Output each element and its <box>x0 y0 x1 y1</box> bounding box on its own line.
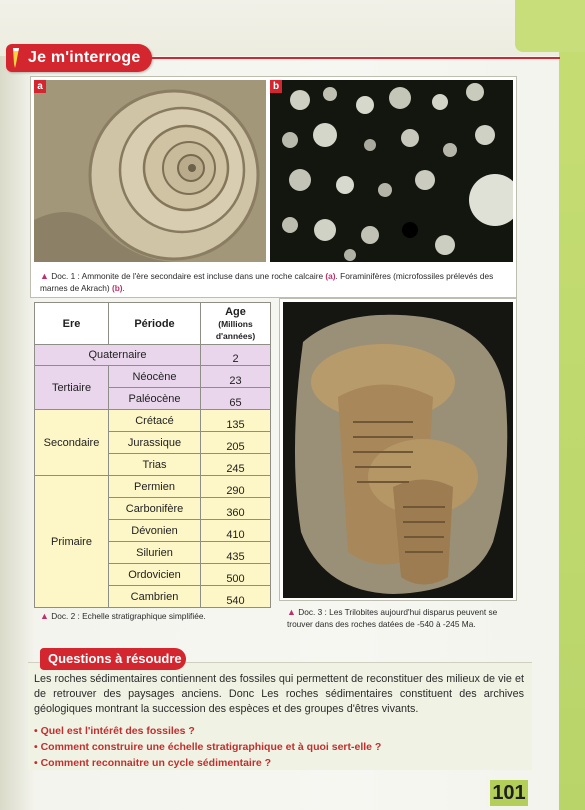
periode-cell: Carbonifère <box>109 498 201 520</box>
header-rule <box>150 57 560 59</box>
header-ere: Ere <box>35 303 109 345</box>
doc2-caption-prefix: Doc. 2 : <box>51 611 83 621</box>
photo-label-a: a <box>34 80 46 93</box>
age-cell: 435 <box>201 542 271 564</box>
header-age-unit: (Millions d'années) <box>215 318 256 341</box>
questions-intro: Les roches sédimentaires contiennent des fossiles qui permettent de reconstituer des milieux de vie et de retrouver des paysages anciens. Donc Les roches sédimentaires constituent des archives géologiques montrant la succession des espèces et des groupes d'êtres vivants. <box>34 673 524 715</box>
age-cell: 205 <box>201 432 271 454</box>
header-age <box>201 303 271 345</box>
periode-cell: Dévonien <box>109 520 201 542</box>
periode-cell: Paléocène <box>109 388 201 410</box>
periode-cell: Trias <box>109 454 201 476</box>
table-row <box>35 366 271 388</box>
periode-cell: Jurassique <box>109 432 201 454</box>
trilobite-photo <box>283 302 513 598</box>
age-cell: 65 <box>201 388 271 410</box>
age-cell: 500 <box>201 564 271 586</box>
doc2-caption <box>40 610 270 622</box>
section-header-tab <box>6 44 152 72</box>
triangle-icon: ▲ <box>40 271 49 281</box>
header-periode: Période <box>109 303 201 345</box>
doc3-caption <box>287 606 517 630</box>
periode-cell: Silurien <box>109 542 201 564</box>
list-item: • Comment construire une échelle stratigraphique et à quoi sert-elle ? <box>34 739 524 755</box>
header-age-label: Age <box>225 305 246 318</box>
doc3-caption-text: Les Trilobites aujourd'hui disparus peuvent se trouver dans des roches datées de -540 à -245 Ma. <box>287 607 498 629</box>
periode-cell: Néocène <box>109 366 201 388</box>
doc1-caption-prefix: Doc. 1 : <box>51 271 82 281</box>
ammonite-illustration <box>34 80 266 262</box>
green-margin <box>559 0 585 810</box>
era-primaire: Primaire <box>35 476 109 608</box>
pencil-icon <box>10 48 20 68</box>
doc1-caption-text2: . Foraminifères (microfossiles prélevés des marnes de Akrach) <box>40 271 494 293</box>
periode-cell: Crétacé <box>109 410 201 432</box>
doc2-caption-text: Echelle stratigraphique simplifiée. <box>82 611 206 621</box>
foraminifera-illustration <box>270 80 513 262</box>
trilobite-illustration <box>283 302 513 598</box>
age-cell: 410 <box>201 520 271 542</box>
era-secondaire: Secondaire <box>35 410 109 476</box>
doc1-caption-hl-b: (b) <box>111 283 123 293</box>
age-cell: 540 <box>201 586 271 608</box>
section-title: Je m'interroge <box>28 49 141 66</box>
list-item: • Comment reconnaitre un cycle sédimentaire ? <box>34 755 524 771</box>
stratigraphic-table <box>34 302 271 608</box>
age-cell: 135 <box>201 410 271 432</box>
doc3-caption-prefix: Doc. 3 : <box>298 607 330 617</box>
triangle-icon: ▲ <box>287 607 296 617</box>
periode-cell: Cambrien <box>109 586 201 608</box>
age-cell: 245 <box>201 454 271 476</box>
quaternaire-cell: Quaternaire <box>35 345 201 366</box>
ammonite-photo <box>34 80 266 262</box>
age-cell: 2 <box>201 345 271 366</box>
age-cell: 290 <box>201 476 271 498</box>
doc1-caption-end: . <box>122 283 125 293</box>
doc1-caption <box>40 270 510 294</box>
triangle-icon: ▲ <box>40 611 49 621</box>
doc1-caption-text1: Ammonite de l'ère secondaire est incluse dans une roche calcaire <box>81 271 326 281</box>
table-row <box>35 476 271 498</box>
green-corner <box>515 0 585 52</box>
foraminifera-photo <box>270 80 513 262</box>
age-cell: 360 <box>201 498 271 520</box>
table-row <box>35 345 271 366</box>
table-row <box>35 410 271 432</box>
questions-list <box>34 723 524 771</box>
questions-title: Questions à résoudre <box>40 648 186 670</box>
periode-cell: Permien <box>109 476 201 498</box>
page-number: 101 <box>490 780 528 806</box>
periode-cell: Ordovicien <box>109 564 201 586</box>
era-tertiaire: Tertiaire <box>35 366 109 410</box>
age-cell: 23 <box>201 366 271 388</box>
photo-label-b: b <box>270 80 282 93</box>
doc1-caption-hl-a: (a) <box>325 271 336 281</box>
table-header-row <box>35 303 271 345</box>
list-item: • Quel est l'intérêt des fossiles ? <box>34 723 524 739</box>
